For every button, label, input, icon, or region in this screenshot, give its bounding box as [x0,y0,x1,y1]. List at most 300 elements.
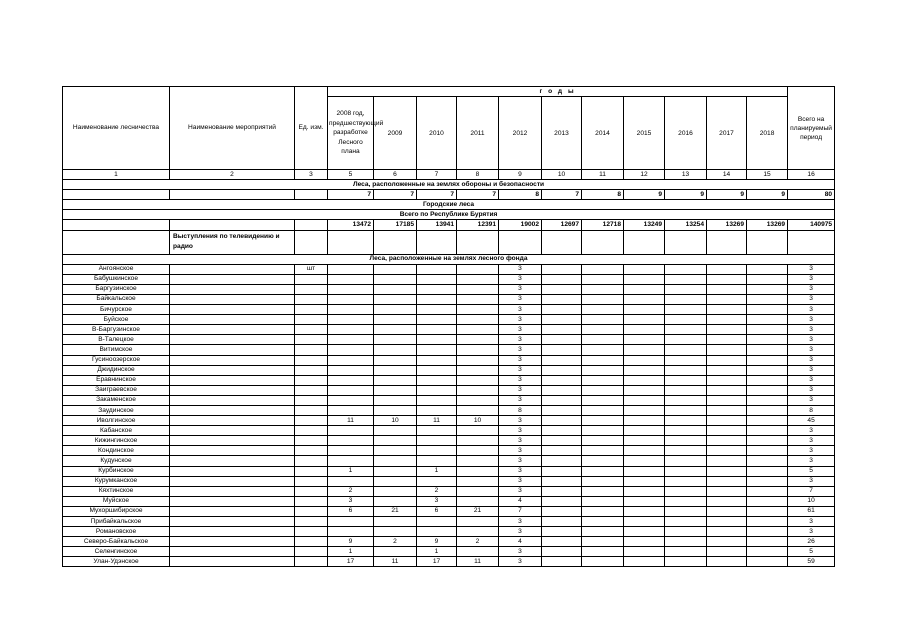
column-number: 11 [582,170,624,180]
section-republic: Всего по Республике Бурятия [63,210,835,220]
unit-cell [295,315,328,325]
value-cell [747,305,788,315]
value-cell [707,405,747,415]
total-cell: 3 [788,294,835,304]
header-year-2014: 2014 [582,97,624,170]
forestry-name: Кудунское [63,456,170,466]
value-cell [457,527,499,537]
value-cell [707,345,747,355]
table-row [63,456,835,466]
table-row [63,466,835,476]
value-cell: 3 [499,486,542,496]
value-cell [374,395,417,405]
value-cell [707,375,747,385]
empty-cell [170,527,295,537]
total-cell: 3 [788,305,835,315]
value-cell [417,355,457,365]
value-cell [328,305,374,315]
value-cell [582,375,624,385]
value-cell [665,375,707,385]
value-cell [707,274,747,284]
value-cell [328,456,374,466]
value-cell: 3 [499,476,542,486]
value-cell [707,436,747,446]
header-year-2017: 2017 [707,97,747,170]
value-cell: 8 [499,405,542,415]
value-cell [417,305,457,315]
value-cell [747,365,788,375]
value-cell [747,496,788,506]
value-cell: 3 [499,395,542,405]
empty-cell [63,190,170,200]
value-cell [665,517,707,527]
forestry-name: Заиграевское [63,385,170,395]
value-cell [582,325,624,335]
value-cell [328,385,374,395]
value-cell [374,305,417,315]
value-cell [707,355,747,365]
value-cell: 9 [624,190,665,200]
forestry-name: Мухоршибирское [63,506,170,516]
value-cell [542,446,582,456]
unit-cell [295,284,328,294]
forestry-name: Кондинское [63,446,170,456]
value-cell [328,426,374,436]
forestry-name: Байкальское [63,294,170,304]
value-cell [707,466,747,476]
value-cell: 9 [707,190,747,200]
value-cell: 3 [499,375,542,385]
value-cell [457,436,499,446]
value-cell [747,355,788,365]
value-cell [542,547,582,557]
value-cell [665,274,707,284]
value-cell [665,486,707,496]
table-row [63,496,835,506]
value-cell [582,345,624,355]
table-row [63,274,835,284]
value-cell [328,294,374,304]
value-cell [457,517,499,527]
value-cell: 21 [457,506,499,516]
value-cell [417,284,457,294]
value-cell: 12697 [542,220,582,230]
value-cell [582,486,624,496]
value-cell [582,395,624,405]
value-cell [624,506,665,516]
value-cell [417,325,457,335]
value-cell [707,325,747,335]
value-cell [707,537,747,547]
unit-cell [295,466,328,476]
header-year-2008: 2008 год, предшествующий разработке Лесного плана [328,97,374,170]
value-cell [417,375,457,385]
empty-cell [170,264,295,274]
value-cell [417,315,457,325]
forestry-name: Еравнинское [63,375,170,385]
value-cell [665,496,707,506]
value-cell [542,274,582,284]
value-cell: 3 [499,547,542,557]
value-cell: 3 [499,527,542,537]
value-cell [707,416,747,426]
value-cell [624,305,665,315]
value-cell [457,486,499,496]
table-row [63,517,835,527]
unit-cell [295,375,328,385]
value-cell: 11 [457,557,499,567]
empty-cell [417,230,457,254]
value-cell [582,466,624,476]
value-cell [457,446,499,456]
value-cell [374,315,417,325]
unit-cell [295,537,328,547]
table-row [63,355,835,365]
value-cell [747,375,788,385]
empty-cell [170,345,295,355]
value-cell [665,385,707,395]
empty-cell [170,274,295,284]
value-cell [328,375,374,385]
value-cell [747,486,788,496]
table-row [63,264,835,274]
value-cell: 19002 [499,220,542,230]
value-cell [457,496,499,506]
empty-cell [170,335,295,345]
measure-name: Выступления по телевидению и радио [170,230,295,254]
value-cell: 7 [542,190,582,200]
header-year-2016: 2016 [665,97,707,170]
value-cell [582,547,624,557]
forestry-name: Баргузинское [63,284,170,294]
value-cell: 3 [499,365,542,375]
empty-cell [170,325,295,335]
value-cell [707,517,747,527]
value-cell [542,405,582,415]
column-number: 2 [170,170,295,180]
value-cell: 3 [499,284,542,294]
value-cell [328,335,374,345]
value-cell [582,335,624,345]
value-cell: 140975 [788,220,835,230]
value-cell [374,355,417,365]
value-cell [542,527,582,537]
forestry-name: Витимское [63,345,170,355]
header-unit: Ед. изм. [295,87,328,170]
value-cell [582,456,624,466]
column-number: 9 [499,170,542,180]
value-cell [328,325,374,335]
total-cell: 3 [788,517,835,527]
forestry-name: Романовское [63,527,170,537]
value-cell: 9 [747,190,788,200]
header-years-group: г о д ы [328,87,788,97]
value-cell [582,405,624,415]
value-cell: 17 [328,557,374,567]
value-cell [457,325,499,335]
value-cell: 4 [499,537,542,547]
total-cell: 3 [788,375,835,385]
empty-cell [170,537,295,547]
table-row [63,395,835,405]
value-cell [417,294,457,304]
value-cell [707,496,747,506]
value-cell [328,436,374,446]
value-cell [665,426,707,436]
forestry-name: Прибайкальское [63,517,170,527]
value-cell [707,335,747,345]
value-cell [707,426,747,436]
section-forest-fund: Леса, расположенные на землях лесного фонда [63,254,835,264]
section-republic-row [63,210,835,220]
table-row [63,284,835,294]
total-cell: 59 [788,557,835,567]
table-row [63,426,835,436]
value-cell [328,405,374,415]
value-cell [374,405,417,415]
value-cell: 80 [788,190,835,200]
header-measure-name: Наименование мероприятий [170,87,295,170]
value-cell: 7 [374,190,417,200]
empty-cell [788,230,835,254]
value-cell [374,345,417,355]
value-cell [542,305,582,315]
table-row [63,294,835,304]
value-cell [457,395,499,405]
value-cell [457,335,499,345]
value-cell [542,517,582,527]
empty-cell [170,315,295,325]
value-cell [747,274,788,284]
value-cell [747,547,788,557]
total-cell: 7 [788,486,835,496]
value-cell [707,527,747,537]
value-cell [707,264,747,274]
value-cell [624,365,665,375]
column-number: 8 [457,170,499,180]
value-cell [542,496,582,506]
value-cell [747,264,788,274]
value-cell [624,517,665,527]
empty-cell [295,190,328,200]
unit-cell [295,325,328,335]
total-cell: 26 [788,537,835,547]
unit-cell [295,426,328,436]
empty-cell [170,305,295,315]
value-cell: 12391 [457,220,499,230]
value-cell [457,426,499,436]
empty-cell [170,506,295,516]
value-cell [747,284,788,294]
unit-cell [295,517,328,527]
value-cell [417,446,457,456]
value-cell [665,476,707,486]
header-year-2018: 2018 [747,97,788,170]
table-row [63,416,835,426]
value-cell: 3 [499,274,542,284]
column-number: 15 [747,170,788,180]
value-cell [457,385,499,395]
value-cell [374,486,417,496]
table-row [63,325,835,335]
value-cell: 8 [499,190,542,200]
empty-cell [170,416,295,426]
forestry-name: Бабушкинское [63,274,170,284]
value-cell [542,335,582,345]
value-cell [374,294,417,304]
unit-cell [295,345,328,355]
header-year-2009: 2009 [374,97,417,170]
value-cell [417,274,457,284]
value-cell [542,264,582,274]
header-year-2015: 2015 [624,97,665,170]
value-cell [747,345,788,355]
value-cell [582,496,624,506]
value-cell: 7 [499,506,542,516]
value-cell: 2 [328,486,374,496]
table-row [63,537,835,547]
empty-cell [665,230,707,254]
unit-cell [295,305,328,315]
total-cell: 3 [788,274,835,284]
value-cell [374,436,417,446]
unit-cell [295,527,328,537]
value-cell: 3 [499,466,542,476]
total-cell: 5 [788,547,835,557]
value-cell: 13269 [707,220,747,230]
value-cell [665,506,707,516]
value-cell [665,305,707,315]
header-year-2012: 2012 [499,97,542,170]
value-cell: 17 [417,557,457,567]
value-cell [374,496,417,506]
table-row [63,375,835,385]
column-number: 5 [328,170,374,180]
empty-cell [624,230,665,254]
column-number: 6 [374,170,417,180]
value-cell [328,274,374,284]
value-cell [747,315,788,325]
value-cell [374,284,417,294]
table-row [63,335,835,345]
value-cell [665,294,707,304]
value-cell [417,395,457,405]
value-cell [582,264,624,274]
value-cell [624,264,665,274]
value-cell [457,365,499,375]
unit-cell [295,405,328,415]
value-cell [665,537,707,547]
value-cell [624,416,665,426]
value-cell [665,436,707,446]
unit-cell [295,547,328,557]
total-cell: 3 [788,456,835,466]
value-cell: 2 [374,537,417,547]
value-cell [747,395,788,405]
value-cell [665,466,707,476]
total-cell: 3 [788,325,835,335]
total-cell: 10 [788,496,835,506]
value-cell [582,305,624,315]
value-cell: 3 [499,355,542,365]
value-cell [582,506,624,516]
forestry-name: Закаменское [63,395,170,405]
value-cell [665,446,707,456]
value-cell [747,436,788,446]
value-cell: 7 [457,190,499,200]
forestry-name: В-Талецкое [63,335,170,345]
value-cell: 3 [499,305,542,315]
section-city-row [63,200,835,210]
value-cell [624,446,665,456]
value-cell: 11 [417,416,457,426]
total-cell: 3 [788,395,835,405]
value-cell: 9 [328,537,374,547]
value-cell: 3 [417,496,457,506]
value-cell [374,335,417,345]
value-cell [747,476,788,486]
value-cell [542,466,582,476]
table-row [63,557,835,567]
column-number: 14 [707,170,747,180]
table-row [63,385,835,395]
value-cell [707,456,747,466]
value-cell [542,365,582,375]
value-cell [582,476,624,486]
total-cell: 3 [788,335,835,345]
unit-cell [295,496,328,506]
forestry-name: Гусиноозерское [63,355,170,365]
unit-cell [295,557,328,567]
value-cell [624,284,665,294]
value-cell [328,517,374,527]
value-cell: 13249 [624,220,665,230]
value-cell [374,466,417,476]
value-cell [374,274,417,284]
table-row [63,446,835,456]
value-cell: 9 [417,537,457,547]
value-cell [665,527,707,537]
value-cell [582,557,624,567]
value-cell: 13269 [747,220,788,230]
column-number: 16 [788,170,835,180]
total-cell: 3 [788,264,835,274]
value-cell [542,426,582,436]
empty-cell [170,426,295,436]
total-cell: 3 [788,284,835,294]
value-cell [328,395,374,405]
value-cell [624,345,665,355]
value-cell: 4 [499,496,542,506]
header-total: Всего на планируемый период [788,87,835,170]
total-cell: 3 [788,527,835,537]
empty-cell [328,230,374,254]
forestry-name: Кяхтинское [63,486,170,496]
value-cell [707,315,747,325]
column-number: 7 [417,170,457,180]
value-cell [747,506,788,516]
value-cell: 8 [582,190,624,200]
value-cell [707,557,747,567]
value-cell: 3 [499,517,542,527]
value-cell: 3 [499,446,542,456]
empty-cell [170,190,295,200]
value-cell [707,305,747,315]
value-cell [665,456,707,466]
value-cell [624,274,665,284]
forestry-name: В-Баргузинское [63,325,170,335]
unit-cell [295,365,328,375]
